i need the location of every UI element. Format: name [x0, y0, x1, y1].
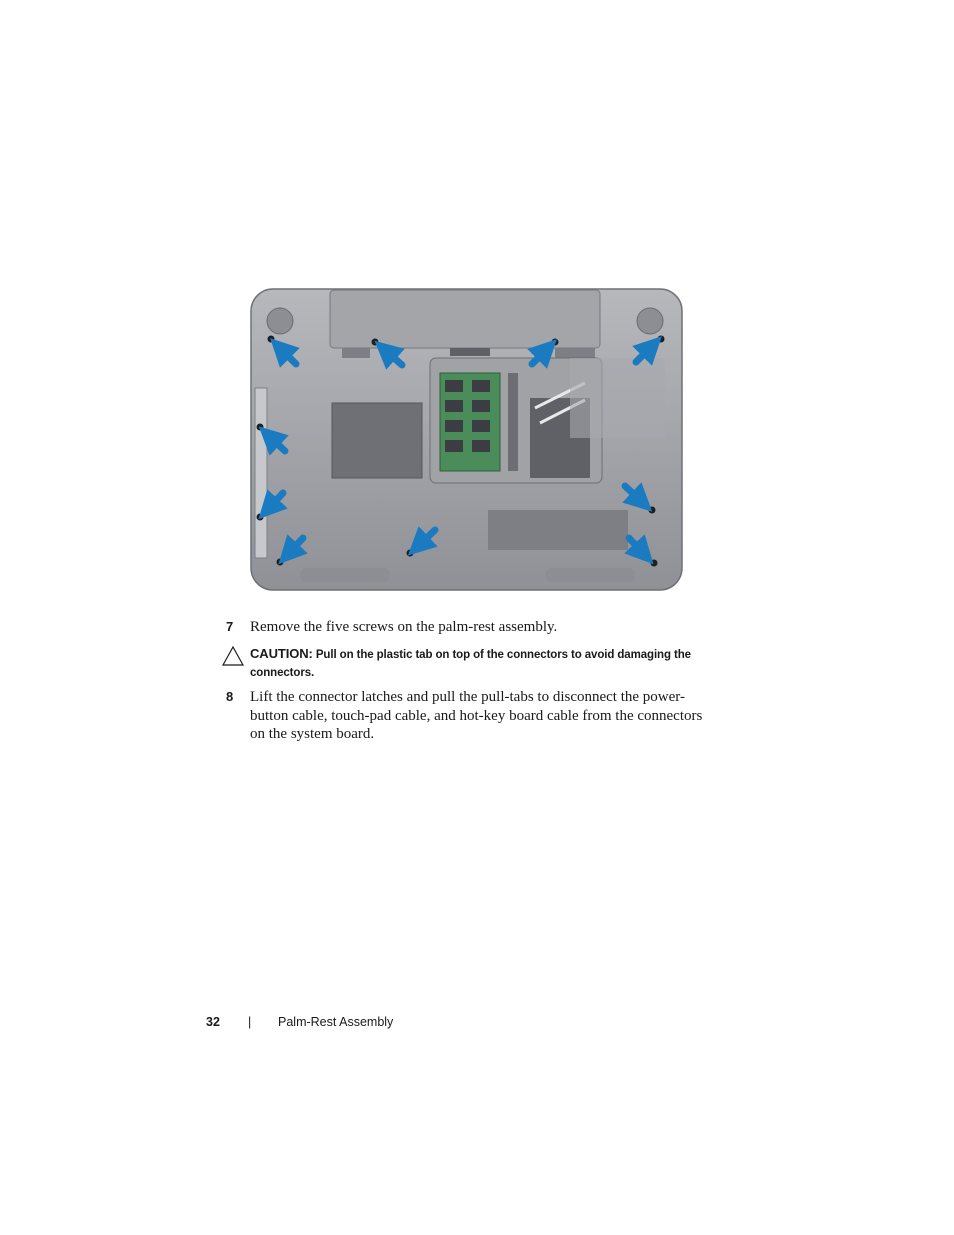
caution-text: [250, 645, 720, 682]
screw: [257, 514, 264, 521]
screw: [552, 339, 559, 346]
screw: [372, 339, 379, 346]
page-number: 32: [206, 1015, 220, 1029]
battery-bay: [330, 290, 600, 348]
rubber-foot: [637, 308, 663, 334]
step-number: 8: [226, 689, 234, 704]
step-number: 7: [226, 619, 234, 634]
screw: [268, 336, 275, 343]
rubber-foot: [267, 308, 293, 334]
laptop-base-figure: [250, 288, 683, 591]
screw: [651, 560, 658, 567]
caution-label: CAUTION:: [250, 646, 313, 661]
caution-body: Pull on the plastic tab on top of the connectors to avoid damaging the connectors.: [250, 649, 691, 679]
section-title: Palm-Rest Assembly: [278, 1015, 394, 1029]
step-text: Lift the connector latches and pull the pull-tabs to disconnect the power-button cable, touch-pad cable, and hot-key board cable from the connectors on the system board.: [250, 689, 703, 742]
rubber-foot: [545, 568, 635, 582]
screw: [257, 424, 264, 431]
screw: [649, 507, 656, 514]
screw: [277, 559, 284, 566]
laptop-bottom-illustration: [250, 288, 683, 591]
rubber-foot: [300, 568, 390, 582]
caution-triangle-icon: [222, 645, 244, 667]
step-text: Remove the five screws on the palm-rest assembly.: [250, 619, 558, 635]
caution-note: [222, 645, 722, 681]
hard-drive-cover: [332, 403, 422, 478]
screw: [658, 336, 665, 343]
footer-separator: |: [248, 1015, 252, 1029]
screw: [407, 550, 414, 557]
vent-grille: [488, 510, 628, 550]
